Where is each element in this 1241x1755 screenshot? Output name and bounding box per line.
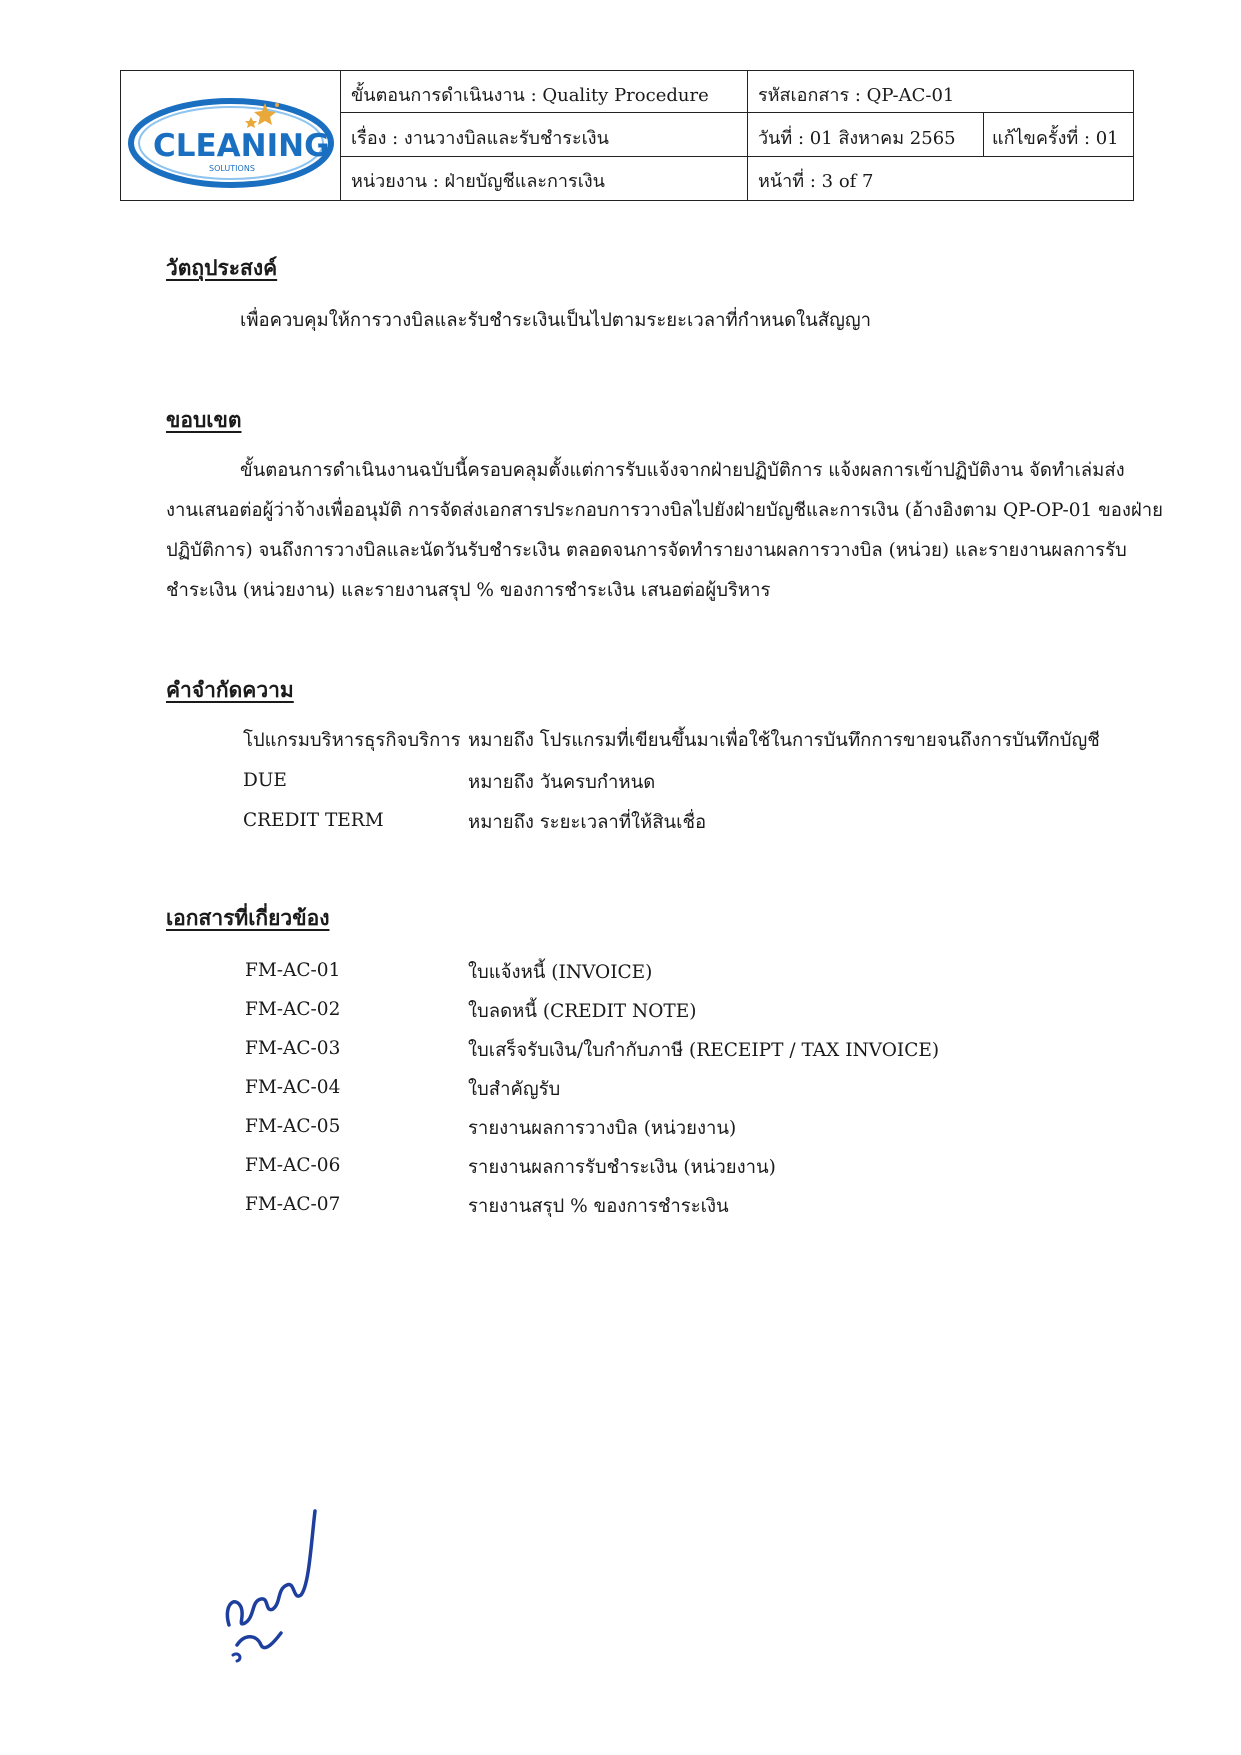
document-name-item: ใบแจ้งหนี้ (INVOICE) <box>468 962 653 983</box>
scope-line-4: ชำระเงิน (หน่วยงาน) และรายงานสรุป % ของการชำระเงิน เสนอต่อผู้บริหาร <box>166 580 771 601</box>
definition-term: โปแกรมบริหารธุรกิจบริการ <box>243 730 461 751</box>
definition-term: DUE <box>243 770 287 791</box>
logo-text: CLEANING <box>153 128 330 164</box>
document-header-table <box>120 70 1134 201</box>
objective-text: เพื่อควบคุมให้การวางบิลและรับชำระเงินเป็นไปตามระยะเวลาที่กำหนดในสัญญา <box>240 310 872 331</box>
document-code-item: FM-AC-03 <box>245 1038 341 1059</box>
document-code-item: FM-AC-05 <box>245 1116 341 1137</box>
documents-title: เอกสารที่เกี่ยวข้อง <box>166 905 330 930</box>
document-code-item: FM-AC-07 <box>245 1194 341 1215</box>
document-date: วันที่ : 01 สิงหาคม 2565 <box>758 128 956 149</box>
document-name-item: ใบสำคัญรับ <box>468 1079 561 1100</box>
company-logo <box>121 71 340 200</box>
definitions-title: คำจำกัดความ <box>166 677 294 702</box>
subject-label: เรื่อง : งานวางบิลและรับชำระเงิน <box>351 128 609 149</box>
page-number: หน้าที่ : 3 of 7 <box>758 171 874 192</box>
document-code-item: FM-AC-02 <box>245 999 341 1020</box>
scope-line-2: งานเสนอต่อผู้ว่าจ้างเพื่ออนุมัติ การจัดส่งเอกสารประกอบการวางบิลไปยังฝ่ายบัญชีและการเงิน (อ้างอิงตาม QP-OP-01 ของฝ่าย <box>166 500 1163 521</box>
handwritten-signature <box>215 1505 325 1665</box>
scope-line-3: ปฏิบัติการ) จนถึงการวางบิลและนัดวันรับชำระเงิน ตลอดจนการจัดทำรายงานผลการวางบิล (หน่วย) และรายงานผลการรับ <box>166 540 1127 561</box>
scope-title: ขอบเขต <box>166 407 242 432</box>
document-name-item: ใบลดหนี้ (CREDIT NOTE) <box>468 1001 697 1022</box>
scope-line-1: ขั้นตอนการดำเนินงานฉบับนี้ครอบคลุมตั้งแต่การรับแจ้งจากฝ่ายปฏิบัติการ แจ้งผลการเข้าปฏิบัติงาน จัดทำเล่มส่ง <box>240 460 1125 481</box>
objective-title: วัตถุประสงค์ <box>166 255 278 280</box>
document-code-item: FM-AC-04 <box>245 1077 341 1098</box>
document-name-item: รายงานสรุป % ของการชำระเงิน <box>468 1196 729 1217</box>
department-label: หน่วยงาน : ฝ่ายบัญชีและการเงิน <box>351 171 605 192</box>
definition-meaning: หมายถึง วันครบกำหนด <box>468 772 656 793</box>
definition-meaning: หมายถึง ระยะเวลาที่ให้สินเชื่อ <box>468 812 707 833</box>
logo-subtext: SOLUTIONS <box>209 164 255 173</box>
definition-term: CREDIT TERM <box>243 810 384 831</box>
definition-meaning: หมายถึง โปรแกรมที่เขียนขึ้นมาเพื่อใช้ในการบันทึกการขายจนถึงการบันทึกบัญชี <box>468 730 1100 751</box>
document-name-item: รายงานผลการรับชำระเงิน (หน่วยงาน) <box>468 1157 776 1178</box>
procedure-label: ขั้นตอนการดำเนินงาน : Quality Procedure <box>351 85 709 106</box>
document-name-item: รายงานผลการวางบิล (หน่วยงาน) <box>468 1118 737 1139</box>
document-name-item: ใบเสร็จรับเงิน/ใบกำกับภาษี (RECEIPT / TAX INVOICE) <box>468 1040 940 1061</box>
document-code-item: FM-AC-06 <box>245 1155 341 1176</box>
document-code: รหัสเอกสาร : QP-AC-01 <box>758 85 955 106</box>
revision-number: แก้ไขครั้งที่ : 01 <box>992 128 1119 149</box>
document-code-item: FM-AC-01 <box>245 960 341 981</box>
